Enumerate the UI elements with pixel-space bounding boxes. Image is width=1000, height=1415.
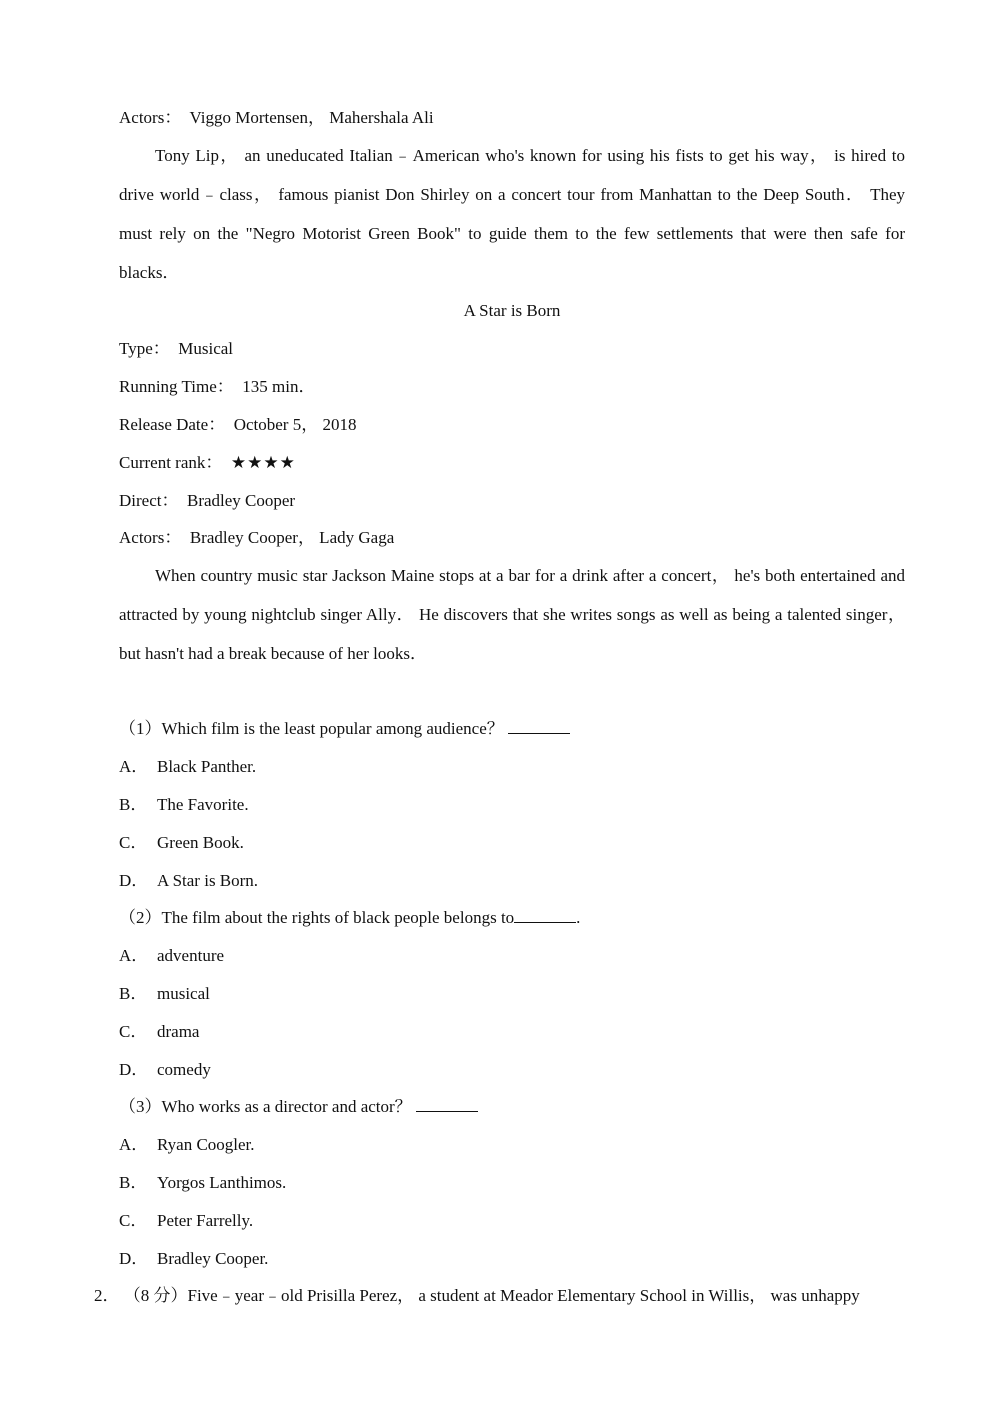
option-letter: A．: [119, 1135, 149, 1154]
director-line: [119, 491, 295, 511]
question-2-option-b[interactable]: [119, 984, 210, 1004]
release-date-value: October 5， 2018: [233, 415, 357, 434]
option-letter: C．: [119, 1022, 148, 1041]
question-text: （8 分）Five﹣year﹣old Prisilla Perez， a student at Meador Elementary School in Willis， was unhappy: [123, 1286, 860, 1305]
rank-label: Current rank：: [119, 453, 223, 472]
question-number: 2．: [94, 1286, 120, 1305]
option-letter: A．: [119, 946, 149, 965]
answer-blank[interactable]: [508, 719, 570, 734]
actors-line: [119, 528, 394, 548]
release-date-line: [119, 415, 356, 435]
question-2-option-a[interactable]: [119, 946, 224, 966]
option-letter: B．: [119, 1173, 148, 1192]
question-text: （2）The film about the rights of black people belongs to: [119, 908, 515, 927]
option-text: Green Book.: [157, 833, 244, 852]
question-1-option-d[interactable]: [119, 871, 258, 891]
question-3-option-c[interactable]: [119, 1211, 253, 1231]
question-1-stem: [119, 719, 570, 739]
question-1-option-c[interactable]: [119, 833, 244, 853]
type-line: [119, 339, 233, 359]
running-time-label: Running Time：: [119, 377, 234, 396]
type-label: Type：: [119, 339, 170, 358]
release-date-label: Release Date：: [119, 415, 226, 434]
question-text: （1）Which film is the least popular among audience？: [119, 719, 504, 738]
next-question-line: [94, 1286, 860, 1306]
question-3-option-b[interactable]: [119, 1173, 286, 1193]
question-3-option-a[interactable]: [119, 1135, 255, 1155]
green-book-description: Tony Lip， an uneducated Italian﹣American who's known for using his fists to get his way， is hired to drive world﹣class， famous pianist Don Shirley on a concert tour from Manhattan to the Deep South． They must rely on the "Negro Motorist Green Book" to guide them to the few settlements that were then safe for blacks．: [119, 146, 905, 282]
question-2-option-c[interactable]: [119, 1022, 199, 1042]
question-2-stem: [119, 908, 580, 928]
answer-blank[interactable]: [416, 1097, 478, 1112]
question-1-option-a[interactable]: [119, 757, 256, 777]
option-text: Bradley Cooper.: [157, 1249, 269, 1268]
option-text: A Star is Born.: [157, 871, 259, 890]
question-text: （3）Who works as a director and actor？: [119, 1097, 412, 1116]
option-text: drama: [157, 1022, 200, 1041]
actors-label: Actors：: [119, 528, 182, 547]
option-letter: A．: [119, 757, 149, 776]
rank-line: [119, 453, 296, 473]
running-time-line: [119, 377, 316, 397]
actors-value: Bradley Cooper， Lady Gaga: [189, 528, 395, 547]
question-1-option-b[interactable]: [119, 795, 249, 815]
option-text: Yorgos Lanthimos.: [157, 1173, 287, 1192]
star-rating-icon: ★★★★: [230, 453, 296, 473]
film-description: When country music star Jackson Maine stops at a bar for a drink after a concert， he's both entertained and attracted by young nightclub singer Ally． He discovers that she writes songs as well as being a talented singer， but hasn't had a break because of her looks．: [119, 566, 905, 663]
option-text: adventure: [157, 946, 225, 965]
option-letter: C．: [119, 1211, 148, 1230]
option-text: comedy: [157, 1060, 211, 1079]
option-text: Peter Farrelly.: [157, 1211, 254, 1230]
option-letter: B．: [119, 984, 148, 1003]
option-letter: D．: [119, 1060, 149, 1079]
option-letter: D．: [119, 871, 149, 890]
film-title: A Star is Born: [463, 301, 561, 320]
actors-label: Actors：: [119, 108, 182, 127]
question-3-stem: [119, 1097, 478, 1117]
director-value: Bradley Cooper: [186, 491, 296, 510]
question-trail: .: [576, 908, 581, 927]
option-letter: C．: [119, 833, 148, 852]
director-label: Direct：: [119, 491, 179, 510]
option-letter: B．: [119, 795, 148, 814]
option-text: musical: [157, 984, 210, 1003]
option-text: Ryan Coogler.: [157, 1135, 255, 1154]
type-value: Musical: [178, 339, 234, 358]
actors-value: Viggo Mortensen， Mahershala Ali: [189, 108, 434, 127]
option-text: The Favorite.: [157, 795, 249, 814]
option-text: Black Panther.: [157, 757, 257, 776]
question-3-option-d[interactable]: [119, 1249, 268, 1269]
option-letter: D．: [119, 1249, 149, 1268]
running-time-value: 135 min．: [242, 377, 316, 396]
question-2-option-d[interactable]: [119, 1060, 211, 1080]
green-book-actors-line: [119, 108, 434, 128]
answer-blank[interactable]: [514, 908, 576, 923]
